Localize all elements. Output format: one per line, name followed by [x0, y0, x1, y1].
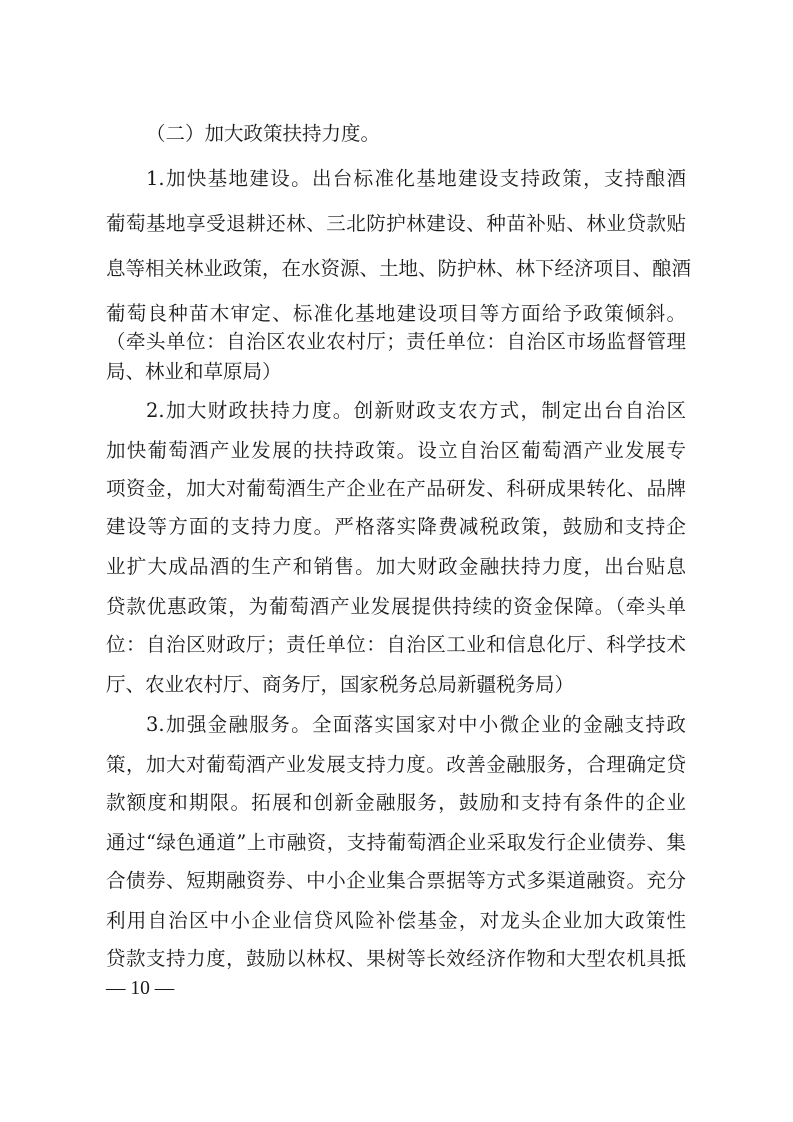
- item-2-line-1: 2.加大财政扶持力度。创新财政支农方式，制定出台自治区: [146, 399, 686, 422]
- item-2-line-6: 贷款优惠政策，为葡萄酒产业发展提供持续的资金保障。（牵头单: [106, 595, 686, 618]
- item-2-line-8: 厅、农业农村厅、商务厅，国家税务总局新疆税务局）: [106, 673, 575, 696]
- item-2-line-7: 位：自治区财政厅；责任单位：自治区工业和信息化厅、科学技术: [106, 633, 686, 656]
- item-3-line-3: 款额度和期限。拓展和创新金融服务，鼓励和支持有条件的企业: [106, 791, 686, 814]
- item-1-line-1: 1.加快基地建设。出台标准化基地建设支持政策，支持酿酒: [146, 167, 686, 190]
- item-3-line-2: 策，加大对葡萄酒产业发展支持力度。改善金融服务，合理确定贷: [106, 753, 686, 776]
- page-number: — 10 —: [106, 978, 175, 999]
- item-1-line-4: 葡萄良种苗木审定、标准化基地建设项目等方面给予政策倾斜。: [106, 302, 686, 325]
- item-1-line-5: （牵头单位：自治区农业农村厅；责任单位：自治区市场监督管理: [106, 330, 686, 353]
- item-1-line-6: 局、林业和草原局）: [106, 360, 282, 383]
- item-2-line-3: 项资金，加大对葡萄酒生产企业在产品研发、科研成果转化、品牌: [106, 477, 686, 500]
- item-2-line-2: 加快葡萄酒产业发展的扶持政策。设立自治区葡萄酒产业发展专: [106, 439, 686, 462]
- item-1-line-3: 息等相关林业政策，在水资源、土地、防护林、林下经济项目、酿酒: [106, 257, 692, 280]
- item-3-line-6: 利用自治区中小企业信贷风险补偿基金，对龙头企业加大政策性: [106, 909, 686, 932]
- item-3-line-1: 3.加强金融服务。全面落实国家对中小微企业的金融支持政: [146, 713, 686, 736]
- item-3-line-4: 通过“绿色通道”上市融资，支持葡萄酒企业采取发行企业债券、集: [106, 831, 686, 854]
- item-3-line-7: 贷款支持力度，鼓励以林权、果树等长效经济作物和大型农机具抵: [106, 947, 686, 970]
- item-3-line-5: 合债券、短期融资券、中小企业集合票据等方式多渠道融资。充分: [106, 869, 686, 892]
- section-heading: （二）加大政策扶持力度。: [146, 122, 381, 145]
- item-2-line-5: 业扩大成品酒的生产和销售。加大财政金融扶持力度，出台贴息: [106, 555, 686, 578]
- item-2-line-4: 建设等方面的支持力度。严格落实降费减税政策，鼓励和支持企: [106, 515, 686, 538]
- item-1-line-2: 葡萄基地享受退耕还林、三北防护林建设、种苗补贴、林业贷款贴: [106, 212, 686, 235]
